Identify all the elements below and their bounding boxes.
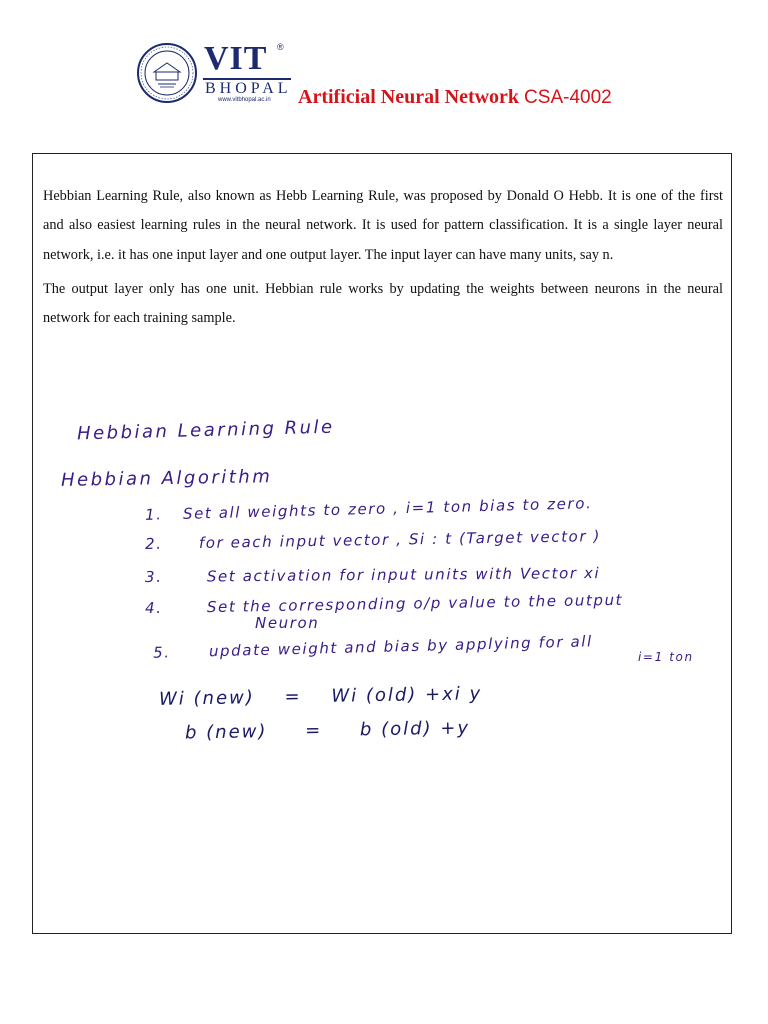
step-number: 5. xyxy=(152,643,171,662)
step-number: 4. xyxy=(144,598,163,618)
notes-title: Hebbian Learning Rule xyxy=(76,416,335,445)
step-text: Set activation for input units with Vector xi xyxy=(206,564,601,586)
registered-mark: ® xyxy=(277,42,284,52)
formula-rhs: b (old) +y xyxy=(359,717,471,741)
step-item xyxy=(145,494,593,524)
step-continuation: Neuron xyxy=(255,614,320,632)
formula-equals: = xyxy=(304,720,323,742)
logo-city: BHOPAL xyxy=(205,80,292,97)
course-code: CSA-4002 xyxy=(524,87,612,108)
formula-equals: = xyxy=(284,686,302,708)
formula-lhs: Wi (new) xyxy=(158,687,255,710)
step-item xyxy=(145,591,623,617)
step-item xyxy=(153,632,593,662)
step-text: Set all weights to zero , i=1 ton bias to zero. xyxy=(182,494,593,523)
handwritten-notes xyxy=(33,154,733,935)
step-number: 2. xyxy=(144,534,163,553)
logo-url: www.vitbhopal.ac.in xyxy=(218,97,271,103)
step-item xyxy=(145,564,600,586)
university-seal-icon xyxy=(136,42,198,104)
step-text: for each input vector , Si : t (Target vector ) xyxy=(198,527,602,553)
content-frame xyxy=(32,153,732,934)
page-header xyxy=(0,0,768,150)
paragraph: Hebbian Learning Rule, also known as Hebb Learning Rule, was proposed by Donald O Hebb. It is one of the first and also easiest learning rules in the neural network. It is used for pattern classification. It is a single layer neural network, i.e. it has one input layer and one output layer. The input layer can have many units, say n. xyxy=(43,188,723,263)
formula-bias xyxy=(185,718,470,744)
formula-weight xyxy=(159,683,483,710)
step-continuation: i=1 ton xyxy=(638,650,694,664)
logo-wordmark: VIT xyxy=(204,40,268,77)
course-heading xyxy=(298,86,612,109)
step-text: Set the corresponding o/p value to the output xyxy=(206,590,624,617)
step-text: update weight and bias by applying for all xyxy=(208,632,594,661)
step-item xyxy=(145,527,601,553)
formula-lhs: b (new) xyxy=(184,721,268,744)
course-title: Artificial Neural Network xyxy=(298,86,520,108)
formula-rhs: Wi (old) +xi y xyxy=(331,683,483,707)
paragraph: The output layer only has one unit. Hebbian rule works by updating the weights between neurons in the neural network for each training sample. xyxy=(43,280,723,327)
notes-subtitle: Hebbian Algorithm xyxy=(60,466,273,491)
step-number: 3. xyxy=(144,567,163,586)
step-number: 1. xyxy=(144,505,163,524)
